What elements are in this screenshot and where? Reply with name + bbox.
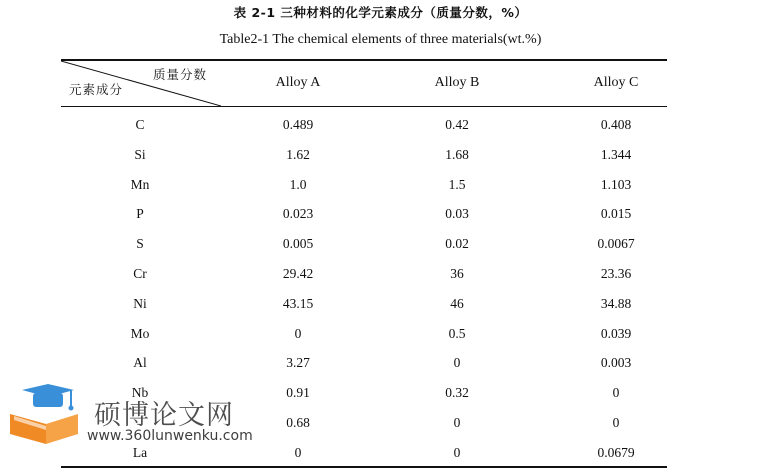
element-cell: La xyxy=(132,444,148,460)
value-cell: 36 xyxy=(450,265,464,281)
value-cell: 0.03 xyxy=(445,206,469,222)
value-cell: 43.15 xyxy=(282,295,314,311)
table-row xyxy=(61,319,667,349)
watermark-title: 硕博论文网 xyxy=(94,400,234,431)
table-row xyxy=(61,110,667,140)
element-cell: Cr xyxy=(133,265,147,281)
value-cell: 0.489 xyxy=(282,117,314,132)
value-cell: 23.36 xyxy=(600,265,632,281)
value-cell: 0.5 xyxy=(448,325,466,341)
value-cell: 0.02 xyxy=(445,236,469,252)
value-cell: 0.005 xyxy=(282,236,314,252)
column-header-alloy-b: Alloy B xyxy=(434,75,480,90)
table-row xyxy=(61,199,667,229)
table-row xyxy=(61,259,667,289)
table-row xyxy=(61,348,667,378)
watermark-url: www.360lunwenku.com xyxy=(87,428,253,444)
value-cell: 46 xyxy=(450,295,464,311)
table-row xyxy=(61,170,667,200)
column-header-alloy-a: Alloy A xyxy=(275,75,321,90)
watermark xyxy=(8,380,268,450)
value-cell: 1.68 xyxy=(445,146,469,162)
table-row xyxy=(61,289,667,319)
value-cell: 0.0679 xyxy=(597,444,635,460)
value-cell: 0 xyxy=(612,414,620,430)
table-caption-english: Table2-1 The chemical elements of three materials(wt.%) xyxy=(219,32,542,47)
corner-bottom-label: 元素成分 xyxy=(69,82,124,97)
value-cell: 0.023 xyxy=(282,206,314,222)
value-cell: 1.5 xyxy=(448,176,466,192)
value-cell: 0 xyxy=(294,444,302,460)
table-bottom-rule xyxy=(61,466,667,468)
table-caption-chinese: 表 2-1 三种材料的化学元素成分（质量分数，%） xyxy=(233,5,528,20)
value-cell: 1.103 xyxy=(600,176,632,192)
table-corner-header xyxy=(61,61,221,106)
value-cell: 0.32 xyxy=(445,385,469,401)
value-cell: 0 xyxy=(453,444,461,460)
value-cell: 0.68 xyxy=(286,414,310,430)
element-cell: S xyxy=(136,236,144,252)
value-cell: 29.42 xyxy=(282,265,314,281)
value-cell: 1.344 xyxy=(600,146,632,162)
value-cell: 1.62 xyxy=(286,146,310,162)
corner-top-label: 质量分数 xyxy=(152,67,207,82)
value-cell: 34.88 xyxy=(600,295,632,311)
value-cell: 0.0067 xyxy=(597,236,635,252)
graduation-cap-book-logo-icon xyxy=(8,382,78,448)
element-cell: Ni xyxy=(133,295,147,311)
table-row xyxy=(61,229,667,259)
value-cell: 0 xyxy=(453,414,461,430)
value-cell: 0.003 xyxy=(600,355,632,371)
element-cell: Si xyxy=(134,146,146,162)
value-cell: 0.408 xyxy=(600,117,632,132)
value-cell: 0.039 xyxy=(600,325,632,341)
element-cell: Al xyxy=(133,355,147,371)
value-cell: 0.91 xyxy=(286,385,310,401)
table-header-rule xyxy=(61,106,667,107)
value-cell: 0 xyxy=(453,355,461,371)
element-cell: Mo xyxy=(130,325,150,341)
element-cell: P xyxy=(136,206,144,222)
table-row xyxy=(61,140,667,170)
element-cell: Nb xyxy=(131,385,149,401)
value-cell: 1.0 xyxy=(289,176,307,192)
element-cell: Mn xyxy=(130,176,150,192)
value-cell: 0.015 xyxy=(600,206,632,222)
value-cell: 0.42 xyxy=(445,117,469,132)
element-cell: C xyxy=(135,117,145,132)
value-cell: 3.27 xyxy=(286,355,310,371)
value-cell: 0 xyxy=(294,325,302,341)
column-header-alloy-c: Alloy C xyxy=(593,75,639,90)
value-cell: 0 xyxy=(612,385,620,401)
